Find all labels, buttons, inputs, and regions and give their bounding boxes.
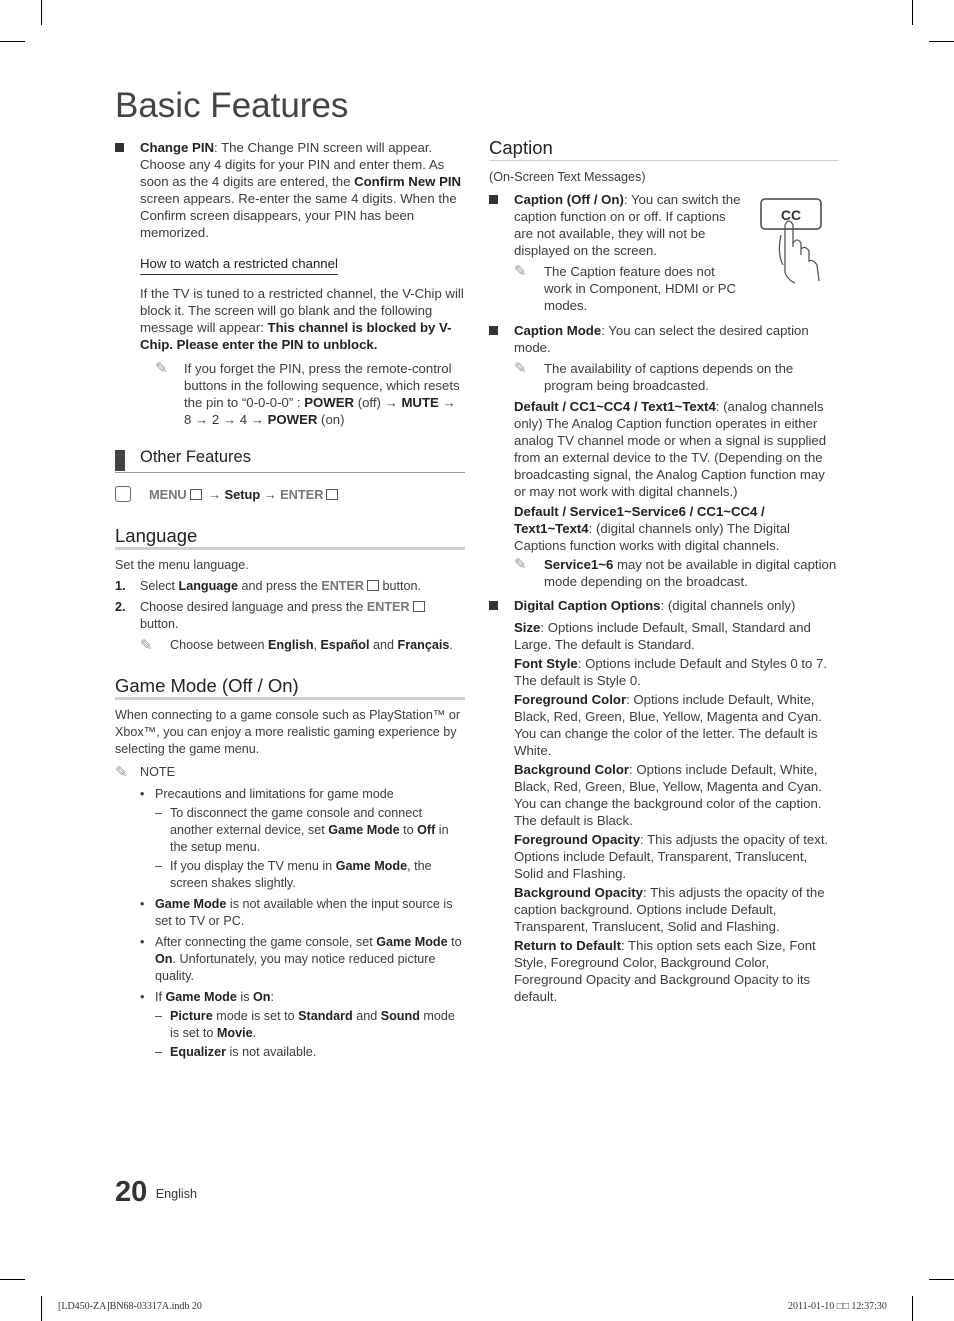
text: : Options include Default and Styles 0 to 7. The default is Style 0. <box>514 656 827 688</box>
text: . Unfortunately, you may notice reduced picture quality. <box>155 952 436 983</box>
list-item <box>140 786 465 803</box>
pin-reset-note <box>140 360 465 428</box>
text: : This option sets each Size, Font Style, Foreground Color, Background Color, Foreground Opacity and Background Opacity to its default. <box>514 938 816 1004</box>
game-mode-intro: When connecting to a game console such as PlayStation™ or Xbox™, you can enjoy a more realistic gaming experience by selecting the game menu. <box>115 708 461 756</box>
language-heading: Language <box>115 527 465 550</box>
analog-mode-label: Default / CC1~CC4 / Text1~Text4 <box>514 399 716 414</box>
font-style-label: Font Style <box>514 656 578 671</box>
text: : (analog channels only) The Analog Caption function operates in either analog TV channel mode or when a signal is supplied from an external device to the TV. (Depending on the broadcasting signal, the Analog Caption function may or may not work with digital channels.) <box>514 399 827 499</box>
text: : <box>270 990 274 1004</box>
caption-mode-note <box>514 360 839 394</box>
espanol-option: Español <box>320 638 370 652</box>
text: : This adjusts the opacity of text. Options include Default, Transparent, Translucent, Solid and Flashing. <box>514 832 829 881</box>
arrow: → <box>204 487 225 502</box>
game-mode-label: Game Mode <box>328 823 400 837</box>
language-step-1 <box>115 578 465 595</box>
game-mode-note <box>115 764 465 781</box>
game-mode-label: Game Mode <box>165 990 237 1004</box>
service-note <box>514 556 839 590</box>
hand-pressing-cc-icon <box>759 195 839 285</box>
pencil-note-icon: ✎ <box>155 360 168 377</box>
change-pin-item <box>115 139 465 241</box>
enter-icon <box>367 580 379 591</box>
crop-mark <box>0 1279 25 1280</box>
text: (on) <box>317 412 345 427</box>
pencil-note-icon: ✎ <box>514 263 527 280</box>
standard-label: Standard <box>298 1009 353 1023</box>
page-number-block <box>115 1176 197 1209</box>
text: button. <box>140 617 179 631</box>
on-label: On <box>252 990 271 1004</box>
page-title: Basic Features <box>115 86 349 125</box>
text: : You can select the desired caption mode. <box>514 323 809 355</box>
setup-label: Setup <box>224 487 261 502</box>
text: screen appears. Re-enter the same 4 digits. When the Confirm screen disappears, your PIN has been memorized. <box>140 191 457 240</box>
text: : Options include Default, Small, Standard and Large. The default is Standard. <box>514 620 811 652</box>
text: button. <box>379 579 422 593</box>
caption-mode-label: Caption Mode <box>514 323 602 338</box>
text: and <box>352 1009 381 1023</box>
text: mode is set to <box>212 1009 299 1023</box>
cc-button-illustration <box>759 195 839 285</box>
text: Choose desired language and press the <box>140 600 367 614</box>
caption-on-off-item <box>489 191 744 259</box>
size-label: Size <box>514 620 541 635</box>
caption-on-off-label: Caption (Off / On) <box>514 192 624 207</box>
pencil-note-icon: ✎ <box>514 360 527 377</box>
crop-mark <box>912 1296 913 1321</box>
menu-path <box>115 486 465 506</box>
crop-mark <box>912 0 913 25</box>
text: is not available. <box>226 1045 317 1059</box>
left-column <box>115 139 465 1061</box>
list-item <box>140 934 465 985</box>
english-option: English <box>268 638 314 652</box>
digital-caption-options-list <box>489 619 839 1005</box>
enter-label: ENTER <box>366 600 410 614</box>
text: If you display the TV menu in <box>170 859 336 873</box>
text: If the TV is tuned to a restricted channel, the V-Chip will block it. The screen will go blank and the following message will appear: <box>140 286 464 335</box>
text: is not available when the input source is set to TV or PC. <box>155 897 453 928</box>
caption-mode-item <box>489 322 839 356</box>
section-marker-icon <box>115 450 125 471</box>
caption-subtitle: (On-Screen Text Messages) <box>489 170 646 184</box>
text: and <box>369 638 398 652</box>
crop-mark <box>41 1296 42 1321</box>
pencil-note-icon: ✎ <box>514 556 527 573</box>
other-features-heading-bar <box>115 447 465 473</box>
list-item: – Picture mode is set to Standard and Sound mode is set to Movie. <box>155 1009 455 1040</box>
text: mode is set to <box>170 1009 455 1040</box>
movie-label: Movie <box>216 1026 253 1040</box>
text: If you forget the PIN, press the remote-control buttons in the following sequence, which resets the pin to “0-0-0-0” : <box>184 361 460 410</box>
enter-label: ENTER <box>280 487 324 502</box>
cc-icon-label: CC <box>780 207 802 223</box>
picture-label: Picture <box>170 1009 213 1023</box>
text: and press the <box>238 579 322 593</box>
caption-note <box>514 263 744 314</box>
list-item <box>140 989 465 1006</box>
language-note <box>140 637 465 654</box>
language-step-2 <box>115 599 465 633</box>
caption-heading: Caption <box>489 139 839 161</box>
service-label: Service1~6 <box>544 557 614 572</box>
background-color-label: Background Color <box>514 762 630 777</box>
equalizer-label: Equalizer <box>170 1045 226 1059</box>
crop-mark <box>929 41 954 42</box>
change-pin-label: Change PIN <box>140 140 215 155</box>
text: to <box>399 823 418 837</box>
step-number: 1. <box>115 579 126 593</box>
game-mode-label: Game Mode <box>376 935 448 949</box>
text: Choose between <box>170 638 269 652</box>
text: : (digital channels only) <box>660 598 796 613</box>
pencil-note-icon: ✎ <box>140 637 153 654</box>
francais-option: Français <box>397 638 450 652</box>
square-bullet-icon <box>489 601 498 610</box>
foreground-opacity-label: Foreground Opacity <box>514 832 641 847</box>
note-label: NOTE <box>140 765 175 779</box>
language-label: Language <box>178 579 238 593</box>
return-to-default-label: Return to Default <box>514 938 621 953</box>
text: in the setup menu. <box>170 823 449 854</box>
text: to <box>447 935 462 949</box>
confirm-new-pin-label: Confirm New PIN <box>354 174 462 189</box>
pencil-note-icon: ✎ <box>115 764 128 781</box>
crop-mark <box>0 41 25 42</box>
on-label: On <box>155 952 173 966</box>
sub-list <box>140 1008 465 1061</box>
restricted-heading: How to watch a restricted channel <box>140 255 338 275</box>
sub-list <box>140 805 465 892</box>
list-item <box>140 896 465 930</box>
text: , <box>313 638 321 652</box>
digital-caption-options-item <box>489 597 839 614</box>
print-file-info: [LD450-ZA]BN68-03317A.indb 20 <box>58 1301 202 1312</box>
game-mode-label: Game Mode <box>155 897 227 911</box>
list-item: – If you display the TV menu in Game Mode, the screen shakes slightly. <box>155 859 432 890</box>
digital-mode-label: Default / Service1~Service6 / CC1~CC4 / Text1~Text4 <box>514 504 765 536</box>
text: : You can switch the caption function on or off. If captions are not available, they will not be displayed on the screen. <box>514 192 741 258</box>
square-bullet-icon <box>489 326 498 335</box>
text: To disconnect the game console and connect another external device, set <box>170 806 423 837</box>
square-bullet-icon <box>489 195 498 204</box>
off-label: Off <box>417 823 436 837</box>
arrow: → <box>260 487 281 502</box>
crop-mark <box>41 0 42 25</box>
menu-label: MENU <box>149 487 187 502</box>
list-item: – Equalizer is not available. <box>155 1045 317 1059</box>
right-column <box>489 139 839 1005</box>
enter-icon <box>326 489 338 500</box>
foreground-color-label: Foreground Color <box>514 692 627 707</box>
text: After connecting the game console, set <box>155 935 377 949</box>
sound-label: Sound <box>380 1009 420 1023</box>
text: . <box>449 638 453 652</box>
restricted-channel-section <box>115 255 465 428</box>
text: : Options include Default, White, Black, Red, Green, Blue, Yellow, Magenta and Cyan. You can change the background color of the caption. The default is Black. <box>514 762 822 828</box>
mute-label: MUTE <box>401 395 439 410</box>
text: : (digital channels only) The Digital Captions function works with digital channels. <box>514 521 790 553</box>
blocked-message: This channel is blocked by V-Chip. Please enter the PIN to unblock. <box>140 320 452 352</box>
page-number: 20 <box>115 1176 148 1208</box>
text: : The Change PIN screen will appear. Choose any 4 digits for your PIN and enter them. As soon as the 4 digits are entered, the <box>140 140 445 189</box>
print-date-info: 2011-01-10 □□ 12:37:30 <box>788 1301 887 1312</box>
text: Select <box>140 579 179 593</box>
digital-caption-options-label: Digital Caption Options <box>514 598 661 613</box>
language-intro: Set the menu language. <box>115 558 249 572</box>
text: The availability of captions depends on the program being broadcasted. <box>544 361 794 393</box>
game-mode-heading: Game Mode (Off / On) <box>115 677 465 700</box>
game-mode-label: Game Mode <box>335 859 408 873</box>
text: is <box>236 990 253 1004</box>
menu-icon <box>190 489 202 500</box>
square-bullet-icon <box>115 143 124 152</box>
text: → 8 → 2 → 4 → <box>184 395 456 427</box>
digital-caption-desc <box>489 503 839 554</box>
power-label: POWER <box>304 395 355 410</box>
enter-icon <box>413 601 425 612</box>
text: , the screen shakes slightly. <box>170 859 432 890</box>
text: If <box>155 990 166 1004</box>
game-mode-notes-list <box>115 786 465 1061</box>
text: The Caption feature does not work in Component, HDMI or PC modes. <box>544 264 737 313</box>
page-language: English <box>155 1187 198 1201</box>
text: . <box>252 1026 257 1040</box>
enter-label: ENTER <box>321 579 364 593</box>
power-label: POWER <box>267 412 318 427</box>
step-number: 2. <box>115 600 126 614</box>
text: may not be available in digital caption mode depending on the broadcast. <box>544 557 837 589</box>
text: : This adjusts the opacity of the caption background. Options include Default, Transparent, Translucent, Solid and Flashing. <box>514 885 825 934</box>
background-opacity-label: Background Opacity <box>514 885 643 900</box>
analog-caption-desc <box>489 398 839 500</box>
text: : Options include Default, White, Black, Red, Green, Blue, Yellow, Magenta and Cyan. You can change the color of the letter. The default is White. <box>514 692 822 758</box>
crop-mark <box>929 1279 954 1280</box>
list-item: – To disconnect the game console and connect another external device, set Game Mode to Off in the setup menu. <box>155 806 449 854</box>
other-features-heading: Other Features <box>140 448 251 466</box>
remote-icon <box>115 486 131 502</box>
text: (off) → <box>354 395 402 410</box>
text: • Precautions and limitations for game mode <box>155 787 394 801</box>
